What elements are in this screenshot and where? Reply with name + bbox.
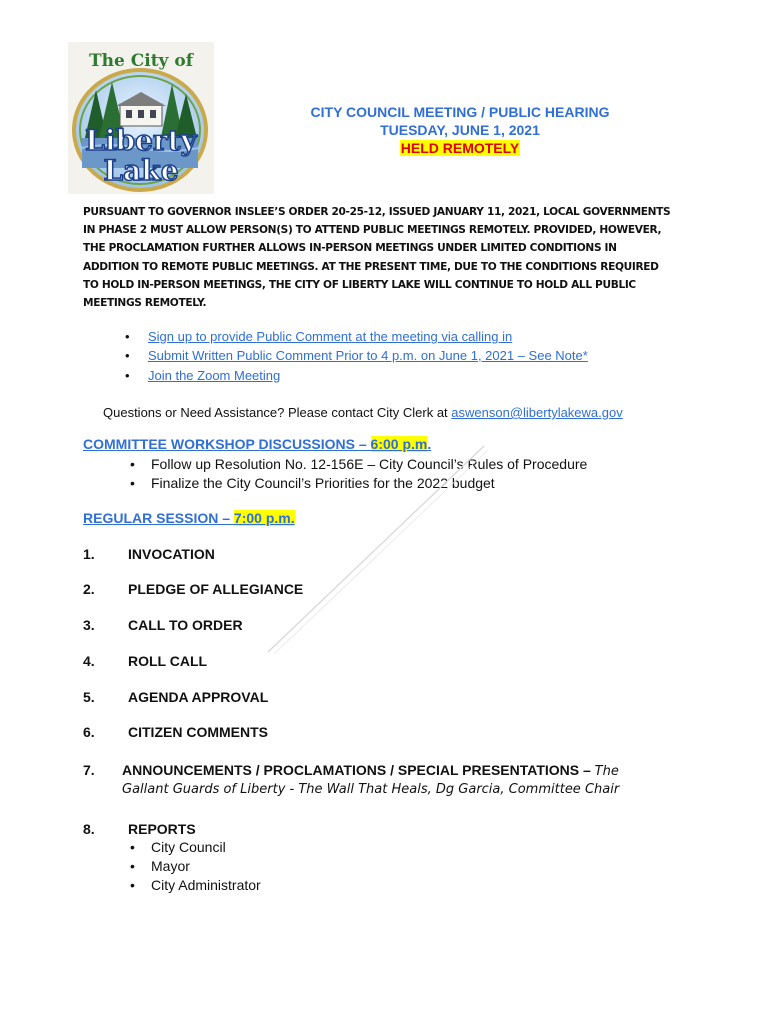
- logo-name-line1: Liberty: [85, 124, 197, 157]
- meeting-mode: [260, 140, 660, 156]
- zoom-meeting-link[interactable]: Join the Zoom Meeting: [148, 368, 281, 383]
- held-remotely-label: HELD REMOTELY: [400, 140, 520, 156]
- agenda-number: 6.: [83, 724, 95, 740]
- clerk-email-link[interactable]: aswenson@libertylakewa.gov: [451, 405, 623, 420]
- regular-session-title: REGULAR SESSION –: [83, 510, 234, 526]
- report-item-text: Mayor: [151, 858, 190, 874]
- agenda-title: CALL TO ORDER: [128, 617, 243, 633]
- agenda-title: CITIZEN COMMENTS: [128, 724, 268, 740]
- pen-stroke-mark: [260, 440, 500, 660]
- meeting-title: CITY COUNCIL MEETING / PUBLIC HEARING: [310, 104, 610, 120]
- workshop-suffix: .: [427, 436, 432, 452]
- bullet-icon: •: [125, 329, 130, 344]
- report-item-text: City Administrator: [151, 877, 261, 893]
- workshop-time: 6:00 p.m: [370, 436, 428, 452]
- public-comment-signup-link[interactable]: Sign up to provide Public Comment at the meeting via calling in: [148, 329, 513, 344]
- notice-line: TO HOLD IN-PERSON MEETINGS, THE CITY OF LIBERTY LAKE WILL CONTINUE TO HOLD ALL PUBLIC: [83, 278, 636, 291]
- agenda-number: 8.: [83, 821, 95, 837]
- agenda-title: ANNOUNCEMENTS / PROCLAMATIONS / SPECIAL PRESENTATIONS –: [122, 762, 595, 778]
- regular-session-time: 7:00 p.m.: [233, 510, 295, 526]
- bullet-icon: •: [130, 475, 135, 491]
- bullet-icon: •: [130, 877, 135, 893]
- bullet-icon: •: [125, 368, 130, 383]
- agenda-title: INVOCATION: [128, 546, 215, 562]
- agenda-number: 7.: [83, 762, 95, 778]
- logo-top-text: The City of: [88, 51, 194, 71]
- notice-line: PURSUANT TO GOVERNOR INSLEE’S ORDER 20-25-12, ISSUED JANUARY 11, 2021, LOCAL GOVERNMENTS: [83, 206, 671, 218]
- workshop-title: COMMITTEE WORKSHOP DISCUSSIONS –: [83, 436, 371, 452]
- agenda-number: 5.: [83, 689, 95, 705]
- city-logo: [68, 42, 214, 194]
- agenda-title: AGENDA APPROVAL: [128, 689, 269, 705]
- written-comment-link[interactable]: Submit Written Public Comment Prior to 4 p.m. on June 1, 2021 – See Note*: [148, 348, 588, 363]
- agenda-number: 3.: [83, 617, 95, 633]
- workshop-item-text: Finalize the City Council’s Priorities for the 2022 budget: [151, 475, 495, 491]
- agenda-title: PLEDGE OF ALLEGIANCE: [128, 581, 304, 597]
- agenda-title: ROLL CALL: [128, 653, 208, 669]
- agenda-description-continued: Gallant Guards of Liberty - The Wall That Heals, Dg Garcia, Committee Chair: [122, 782, 620, 797]
- agenda-number: 4.: [83, 653, 95, 669]
- agenda-number: 1.: [83, 546, 95, 562]
- assistance-line: [103, 405, 623, 420]
- report-item-text: City Council: [151, 839, 226, 855]
- bullet-icon: •: [130, 456, 135, 472]
- agenda-description: The: [594, 764, 619, 779]
- agenda-title: REPORTS: [128, 821, 196, 837]
- agenda-number: 2.: [83, 581, 95, 597]
- logo-name-line2: Lake: [103, 154, 179, 187]
- notice-line: THE PROCLAMATION FURTHER ALLOWS IN-PERSON MEETINGS UNDER LIMITED CONDITIONS IN: [83, 242, 617, 255]
- bullet-icon: •: [130, 839, 135, 855]
- notice-line: ADDITION TO REMOTE PUBLIC MEETINGS. AT THE PRESENT TIME, DUE TO THE CONDITIONS REQUIRED: [83, 260, 659, 273]
- workshop-item-text: Follow up Resolution No. 12-156E – City Council’s Rules of Procedure: [151, 456, 588, 472]
- bullet-icon: •: [125, 348, 130, 363]
- meeting-date: TUESDAY, JUNE 1, 2021: [380, 122, 540, 138]
- notice-line: MEETINGS REMOTELY.: [83, 297, 207, 310]
- bullet-icon: •: [130, 858, 135, 874]
- assistance-text: Questions or Need Assistance? Please contact City Clerk at: [103, 405, 452, 420]
- governor-order-notice: [83, 203, 693, 312]
- notice-line: IN PHASE 2 MUST ALLOW PERSON(S) TO ATTEND PUBLIC MEETINGS REMOTELY. PROVIDED, HOWEVER,: [83, 224, 662, 237]
